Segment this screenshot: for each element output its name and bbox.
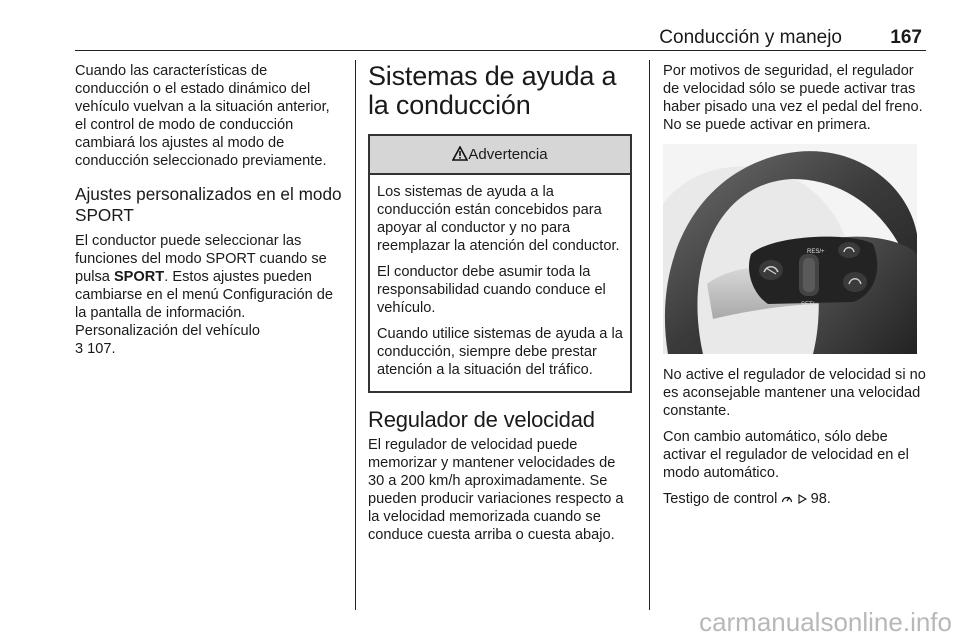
page-number: 167: [890, 27, 922, 48]
paragraph: Por motivos de seguridad, el regulador de velocidad sólo se puede activar tras haber pisado una vez el pedal del freno. No se puede activar en primera.: [663, 63, 923, 133]
paragraph: Con cambio automático, sólo debe activar el regulador de velocidad en el modo automático.: [663, 429, 909, 481]
paragraph: Cuando las características de conducción o el estado dinámico del vehículo vuelvan a la situación anterior, el control de modo de conducción cambiará los ajustes al modo de conducción seleccionado previamente.: [75, 63, 330, 169]
column-divider: [649, 60, 650, 610]
page-reference-icon: [798, 494, 807, 504]
steering-wheel-cruise-buttons-icon: [663, 144, 917, 354]
page-reference: 3 107.: [75, 341, 116, 357]
cruise-control-icon: [781, 493, 793, 504]
paragraph: No active el regulador de velocidad si no es aconsejable mantener una velocidad constante.: [663, 367, 926, 419]
subheading: Ajustes personalizados en el modo SPORT: [75, 184, 342, 225]
paragraph: El conductor puede seleccionar las funciones del modo SPORT cuando se pulsa SPORT. Estos ajustes pueden cambiarse en el menú Configuración de la pantalla de información. Personalización del vehículo 3 107.: [75, 233, 333, 357]
column-2: [368, 62, 632, 552]
column-3: [663, 62, 933, 516]
sport-keyword: SPORT: [113, 269, 165, 285]
section-title: Conducción y manejo: [659, 27, 842, 48]
svg-text:RES/+: RES/+: [807, 249, 825, 255]
section-heading: Sistemas de ayuda a la conducción: [368, 61, 617, 120]
warning-box: [368, 134, 632, 393]
warning-paragraph: Los sistemas de ayuda a la conducción están concebidos para apoyar al conductor y no para reemplazar la atención del conductor.: [377, 184, 620, 254]
steering-wheel-photo: [663, 144, 917, 354]
page-header: [75, 26, 926, 51]
warning-header: [370, 136, 630, 175]
watermark: carmanualsonline.info: [699, 607, 952, 637]
page-reference: 98.: [810, 491, 831, 507]
svg-text:SET/-: SET/-: [801, 302, 817, 308]
warning-paragraph: El conductor debe asumir toda la responsabilidad cuando conduce el vehículo.: [377, 264, 606, 316]
subsection-heading: Regulador de velocidad: [368, 407, 595, 432]
warning-paragraph: Cuando utilice sistemas de ayuda a la conducción, siempre debe prestar atención a la situación del tráfico.: [377, 326, 623, 378]
warning-body: [370, 175, 630, 391]
column-divider: [355, 60, 356, 610]
paragraph: Testigo de control 98.: [663, 491, 831, 507]
paragraph: El regulador de velocidad puede memorizar y mantener velocidades de 30 a 200 km/h aproximadamente. Se pueden producir variaciones respecto a la velocidad memorizada cuando se conduce cuesta arriba o cuesta abajo.: [368, 437, 624, 543]
warning-triangle-icon: [452, 146, 468, 161]
column-1: [75, 62, 345, 366]
warning-title: Advertencia: [468, 146, 548, 163]
